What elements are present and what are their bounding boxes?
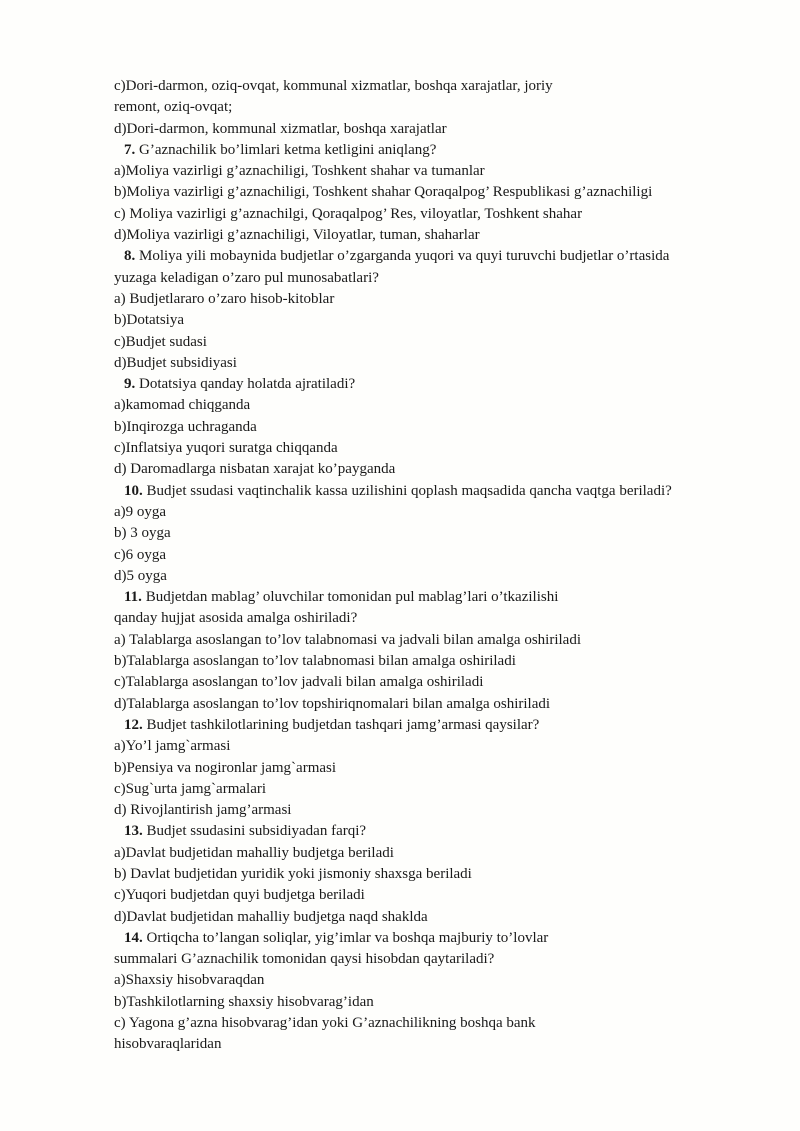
text-line: qanday hujjat asosida amalga oshiriladi? — [114, 610, 358, 627]
question-line — [114, 374, 754, 395]
text-line: b)Talablarga asoslangan to’lov talabnomasi bilan amalga oshiriladi — [114, 653, 516, 670]
text-line: c)Talablarga asoslangan to’lov jadvali bilan amalga oshiriladi — [114, 674, 484, 691]
question-text: G’aznachilik bo’limlari ketma ketligini aniqlang? — [135, 141, 437, 158]
text-line: d)5 oyga — [114, 567, 167, 584]
question-text: Budjet ssudasini subsidiyadan farqi? — [142, 823, 367, 840]
text-line: a)Yo’l jamg`armasi — [114, 738, 231, 755]
text-line: a) Budjetlararo o’zaro hisob-kitoblar — [114, 290, 335, 307]
text-line: c) Moliya vazirligi g’aznachilgi, Qoraqalpog’ Res, viloyatlar, Toshkent shahar — [114, 205, 583, 222]
text-line: yuzaga keladigan o’zaro pul munosabatlari? — [114, 269, 379, 286]
document-body — [114, 76, 754, 1056]
question-line — [114, 246, 754, 267]
text-line: b)Inqirozga uchraganda — [114, 418, 257, 435]
text-line: d)Dori-darmon, kommunal xizmatlar, boshqa xarajatlar — [114, 120, 447, 137]
question-text: Dotatsiya qanday holatda ajratiladi? — [135, 376, 356, 393]
text-line: a)9 oyga — [114, 503, 167, 520]
text-line: c)Dori-darmon, oziq-ovqat, kommunal xizmatlar, boshqa xarajatlar, joriy — [114, 78, 553, 94]
question-number: 10. — [124, 482, 143, 499]
question-text: Budjet tashkilotlarining budjetdan tashqari jamg’armasi qaysilar? — [142, 716, 540, 733]
text-line: d)Davlat budjetidan mahalliy budjetga naqd shaklda — [114, 908, 428, 925]
question-number: 9. — [124, 376, 136, 393]
text-line: hisobvaraqlaridan — [114, 1036, 222, 1053]
question-text: Ortiqcha to’langan soliqlar, yig’imlar va boshqa majburiy to’lovlar — [142, 929, 549, 946]
question-number: 7. — [124, 141, 136, 158]
text-line: a)Moliya vazirligi g’aznachiligi, Toshkent shahar va tumanlar — [114, 163, 485, 180]
question-number: 13. — [124, 823, 143, 840]
question-text: Moliya yili mobaynida budjetlar o’zgarganda yuqori va quyi turuvchi budjetlar o’rtasida — [135, 248, 670, 265]
text-line: c)Sug`urta jamg`armalari — [114, 780, 267, 797]
text-line: a)Shaxsiy hisobvaraqdan — [114, 972, 265, 989]
text-line: d) Daromadlarga nisbatan xarajat ko’payganda — [114, 461, 396, 478]
text-line: a)Davlat budjetidan mahalliy budjetga beriladi — [114, 844, 394, 861]
question-number: 8. — [124, 248, 136, 265]
text-line: b)Moliya vazirligi g’aznachiligi, Toshkent shahar Qoraqalpog’ Respublikasi g’aznachiligi — [114, 184, 653, 201]
question-line — [114, 140, 754, 161]
text-line: summalari G’aznachilik tomonidan qaysi hisobdan qaytariladi? — [114, 951, 495, 968]
text-line: b)Dotatsiya — [114, 312, 184, 329]
question-number: 11. — [124, 589, 142, 606]
text-line: b)Tashkilotlarning shaxsiy hisobvarag’idan — [114, 993, 374, 1010]
question-number: 12. — [124, 716, 143, 733]
text-line: a) Talablarga asoslangan to’lov talabnomasi va jadvali bilan amalga oshiriladi — [114, 631, 581, 648]
question-number: 14. — [124, 929, 143, 946]
text-line: d) Rivojlantirish jamg’armasi — [114, 802, 292, 819]
text-line: b) 3 oyga — [114, 525, 171, 542]
question-text: Budjet ssudasi vaqtinchalik kassa uzilishini qoplash maqsadida qancha vaqtga beriladi? — [142, 482, 672, 499]
text-line: c) Yagona g’azna hisobvarag’idan yoki G’aznachilikning boshqa bank — [114, 1015, 536, 1032]
text-line: c)Budjet sudasi — [114, 333, 207, 350]
text-line: b)Pensiya va nogironlar jamg`armasi — [114, 759, 337, 776]
question-line — [114, 928, 754, 949]
question-line — [114, 481, 754, 502]
text-line: b) Davlat budjetidan yuridik yoki jismoniy shaxsga beriladi — [114, 865, 472, 882]
text-line: c)6 oyga — [114, 546, 167, 563]
text-line: a)kamomad chiqganda — [114, 397, 251, 414]
text-line: d)Budjet subsidiyasi — [114, 354, 237, 371]
text-line: d)Talablarga asoslangan to’lov topshiriqnomalari bilan amalga oshiriladi — [114, 695, 551, 712]
text-line: c)Inflatsiya yuqori suratga chiqqanda — [114, 440, 338, 457]
question-line — [114, 587, 754, 608]
text-line: c)Yuqori budjetdan quyi budjetga beriladi — [114, 887, 365, 904]
text-line: d)Moliya vazirligi g’aznachiligi, Viloyatlar, tuman, shaharlar — [114, 227, 480, 244]
question-line — [114, 715, 754, 736]
question-text: Budjetdan mablag’ oluvchilar tomonidan pul mablag’lari o’tkazilishi — [141, 589, 559, 606]
question-line — [114, 821, 754, 842]
text-line: remont, oziq-ovqat; — [114, 99, 233, 116]
